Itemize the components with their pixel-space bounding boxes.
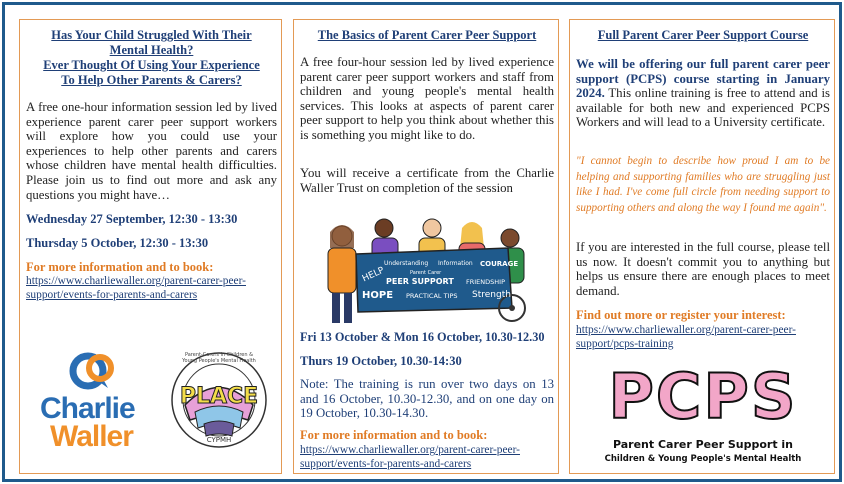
session-date-2: Thursday 5 October, 12:30 - 13:30: [26, 236, 209, 250]
booking-link[interactable]: https://www.charliewaller.org/parent-carer-peer- support/events-for-parents-and-carers: [26, 275, 246, 301]
full-course-heading: Full Parent Carer Peer Support Course: [597, 28, 809, 42]
pcps-logo: PCPS Parent Carer Peer Support in Children & Young People's Mental Health: [590, 360, 816, 470]
flyer-frame: [2, 2, 842, 482]
register-label: Find out more or register your interest:: [576, 308, 786, 322]
full-course-intro: We will be offering our full parent carer peer support (PCPS) course starting in January 2024. This online training is free to attend and is available for both new and experienced PCPS Workers and will lead to a University certificate.: [576, 57, 830, 130]
certificate-note: You will receive a certificate from the Charlie Waller Trust on completion of the session: [300, 166, 554, 195]
more-info-label: For more information and to book:: [26, 260, 214, 274]
more-info-label: For more information and to book:: [300, 428, 488, 442]
session-date-1: Wednesday 27 September, 12:30 - 13:30: [26, 212, 238, 226]
basics-intro: A free four-hour session led by lived experience parent carer peer support workers and staff from children and young people's mental health services. This looks at aspects of parent carer peer support to help you think about whether this is something you might like to do.: [300, 55, 554, 142]
basics-session-panel: [293, 19, 559, 474]
basics-date-2: Thurs 19 October, 10.30-14:30: [300, 354, 462, 368]
testimonial-quote: "I cannot begin to describe how proud I am to be helping and supporting families who are struggling just like I had. I've come full circle from needing support to supporting others and along the way I found me again".: [576, 155, 830, 214]
banner-words: HELP Understanding Information COURAGE Parent Carer PEER SUPPORT FRIENDSHIP HOPE PRACTICAL TIPS Strength: [360, 260, 519, 301]
peer-support-illustration: [322, 208, 536, 328]
info-session-intro: A free one-hour information session led by lived experience parent carer peer support workers will explore how you could use your experiences to help other parents and carers whose children have mental health difficulties. Please join us to find out more and ask any questions you might have…: [26, 100, 277, 202]
training-note: Note: The training is run over two days on 13 and 16 October, 10.30-12.30, and on one day on 19 October, 10.30-14.30.: [300, 377, 554, 421]
full-course-panel: [569, 19, 835, 474]
booking-link[interactable]: https://www.charliewaller.org/parent-carer-peer- support/events-for-parents-and-carers: [300, 444, 520, 470]
pcps-training-link[interactable]: https://www.charliewaller.org/parent-carer-peer- support/pcps-training: [576, 324, 796, 350]
basics-heading: The Basics of Parent Carer Peer Support: [317, 28, 537, 42]
interest-text: If you are interested in the full course, please tell us now. It doesn't commit you to anything but helps us ensure there are enough places to meet demand.: [576, 240, 830, 298]
info-session-heading: Has Your Child Struggled With Their Mental Health? Ever Thought Of Using Your Experience To Help Other Parents & Carers?: [43, 28, 260, 87]
speech-bubble-icon: [40, 350, 155, 390]
basics-date-1: Fri 13 October & Mon 16 October, 10.30-12.30: [300, 330, 545, 344]
place-logo: PLACE CYPMH Parent-Carers in Children & Young People's Mental Health: [160, 350, 278, 450]
info-session-panel: [19, 19, 282, 474]
charlie-waller-logo: Charlie Waller: [40, 350, 155, 445]
